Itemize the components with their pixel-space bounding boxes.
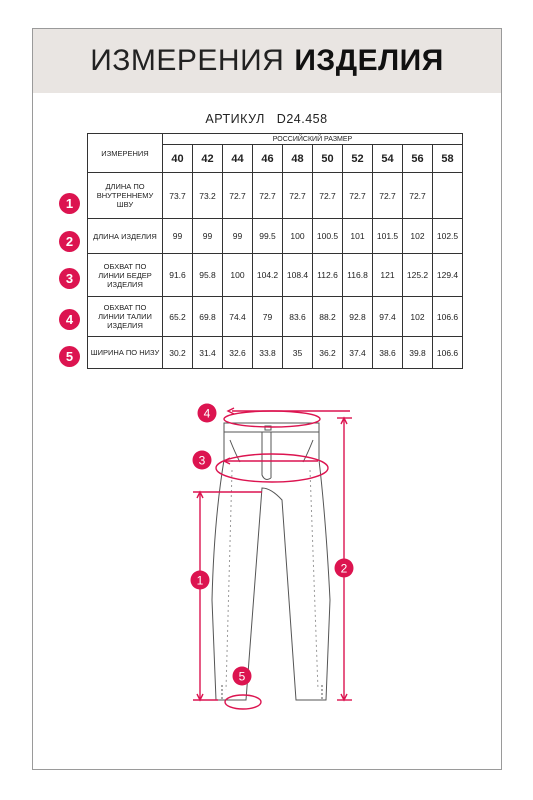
table-cell: 95.8 [193, 254, 223, 297]
size-header: 44 [223, 145, 253, 173]
size-header: 56 [403, 145, 433, 173]
table-cell: 72.7 [253, 173, 283, 219]
marker-4 [198, 404, 217, 423]
table-cell: 97.4 [373, 297, 403, 337]
measure-lines [193, 408, 352, 709]
table-cell: 79 [253, 297, 283, 337]
table-cell: 32.6 [223, 337, 253, 369]
table-cell: 72.7 [313, 173, 343, 219]
title-bold: ИЗДЕЛИЯ [294, 44, 444, 77]
corner-label: ИЗМЕРЕНИЯ [88, 134, 163, 173]
marker-text: 2 [340, 561, 348, 576]
table-cell: 99 [223, 219, 253, 254]
table-cell: 100 [283, 219, 313, 254]
article-label: АРТИКУЛ [205, 112, 265, 126]
size-header: 46 [253, 145, 283, 173]
table-cell: 72.7 [343, 173, 373, 219]
marker-3 [193, 451, 212, 470]
table-cell: 99.5 [253, 219, 283, 254]
row-number-badge: 1 [59, 193, 80, 214]
table-cell: 72.7 [283, 173, 313, 219]
row-label: ОБХВАТ ПО ЛИНИИ БЕДЕР ИЗДЕЛИЯ [88, 254, 163, 297]
table-cell: 73.7 [163, 173, 193, 219]
marker-text: 5 [238, 669, 246, 684]
row-label: ДЛИНА ИЗДЕЛИЯ [88, 219, 163, 254]
marker-1 [191, 571, 210, 590]
table-cell: 100 [223, 254, 253, 297]
table-cell: 74.4 [223, 297, 253, 337]
row-number-badge: 4 [59, 309, 80, 330]
size-header: 48 [283, 145, 313, 173]
table-cell: 72.7 [373, 173, 403, 219]
table-cell: 36.2 [313, 337, 343, 369]
row-label: ДЛИНА ПО ВНУТРЕННЕМУ ШВУ [88, 173, 163, 219]
table-cell: 121 [373, 254, 403, 297]
table-cell: 102.5 [433, 219, 463, 254]
table-cell: 101 [343, 219, 373, 254]
table-cell: 31.4 [193, 337, 223, 369]
table-cell: 102 [403, 297, 433, 337]
table-cell: 73.2 [193, 173, 223, 219]
table-cell: 37.4 [343, 337, 373, 369]
table-cell: 106.6 [433, 337, 463, 369]
table-cell: 102 [403, 219, 433, 254]
table-cell: 72.7 [403, 173, 433, 219]
size-header: 40 [163, 145, 193, 173]
table-cell: 101.5 [373, 219, 403, 254]
table-cell: 100.5 [313, 219, 343, 254]
table-cell: 39.8 [403, 337, 433, 369]
table-cell: 69.8 [193, 297, 223, 337]
marker-2 [335, 559, 354, 578]
marker-5 [233, 667, 252, 686]
table-cell: 99 [163, 219, 193, 254]
table-cell: 104.2 [253, 254, 283, 297]
marker-text: 4 [203, 406, 211, 421]
article-code: D24.458 [276, 112, 328, 126]
table-cell: 38.6 [373, 337, 403, 369]
size-group-header: РОССИЙСКИЙ РАЗМЕР [163, 134, 463, 145]
table-cell: 30.2 [163, 337, 193, 369]
size-header: 54 [373, 145, 403, 173]
table-cell: 112.6 [313, 254, 343, 297]
row-number-badge: 3 [59, 268, 80, 289]
table-cell: 108.4 [283, 254, 313, 297]
table-cell: 116.8 [343, 254, 373, 297]
marker-text: 1 [196, 573, 204, 588]
table-cell: 92.8 [343, 297, 373, 337]
waist-ellipse [224, 411, 320, 427]
table-cell: 106.6 [433, 297, 463, 337]
row-label: ОБХВАТ ПО ЛИНИИ ТАЛИИ ИЗДЕЛИЯ [88, 297, 163, 337]
table-cell: 91.6 [163, 254, 193, 297]
row-number-badge: 5 [59, 346, 80, 367]
table-cell: 35 [283, 337, 313, 369]
table-cell: 72.7 [223, 173, 253, 219]
size-header: 50 [313, 145, 343, 173]
hem-ellipse [225, 695, 261, 709]
size-header: 52 [343, 145, 373, 173]
hip-ellipse [216, 454, 328, 482]
table-cell: 129.4 [433, 254, 463, 297]
size-header: 42 [193, 145, 223, 173]
table-cell: 83.6 [283, 297, 313, 337]
size-header: 58 [433, 145, 463, 173]
title-light: ИЗМЕРЕНИЯ [90, 44, 285, 77]
table-cell: 88.2 [313, 297, 343, 337]
table-cell: 99 [193, 219, 223, 254]
row-number-badge: 2 [59, 231, 80, 252]
marker-text: 3 [198, 453, 206, 468]
table-cell: 65.2 [163, 297, 193, 337]
row-label: ШИРИНА ПО НИЗУ [88, 337, 163, 369]
table-cell: 125.2 [403, 254, 433, 297]
table-cell: 33.8 [253, 337, 283, 369]
